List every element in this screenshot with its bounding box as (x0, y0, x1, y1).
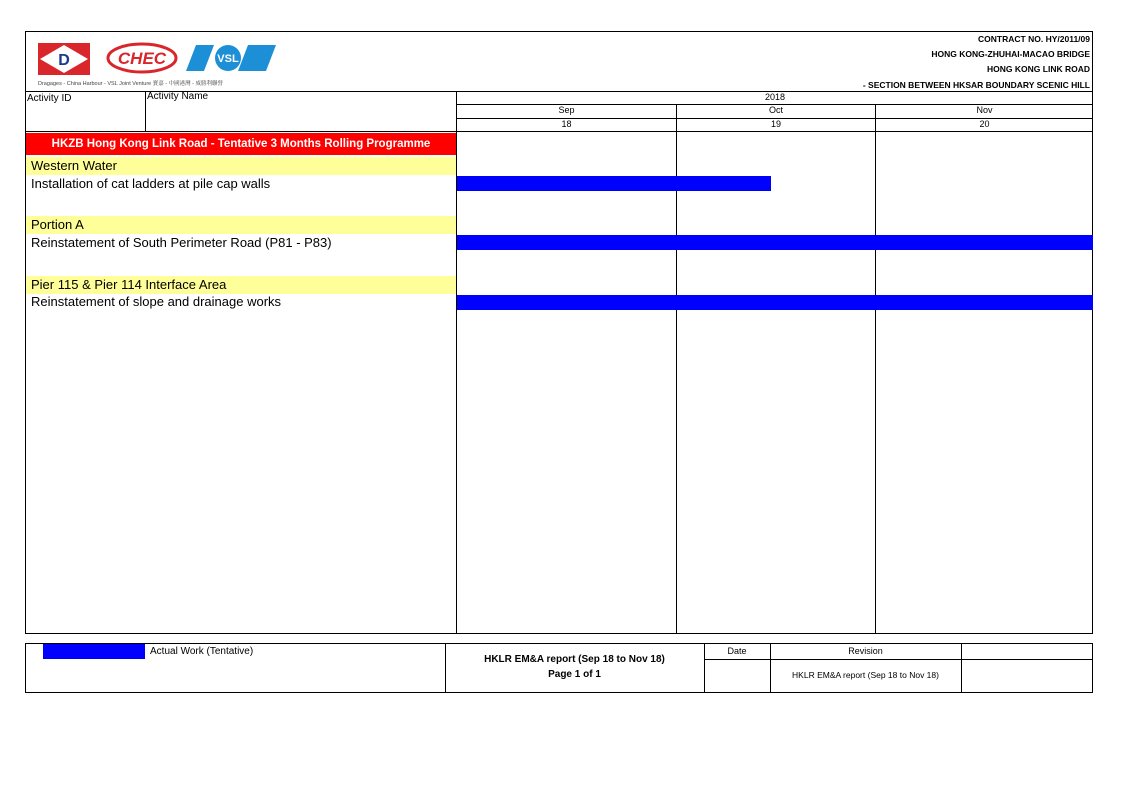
svg-text:VSL: VSL (217, 53, 239, 65)
month-nov: Nov (976, 105, 993, 115)
report-title: HKLR EM&A report (Sep 18 to Nov 18) (484, 654, 665, 665)
road-name: HONG KONG LINK ROAD (987, 64, 1090, 74)
revision-value: HKLR EM&A report (Sep 18 to Nov 18) (792, 670, 939, 680)
legend-swatch (43, 644, 145, 659)
year-header: 2018 (764, 92, 786, 102)
task-slope-drainage: Reinstatement of slope and drainage works (31, 294, 282, 309)
section-western-water: Western Water (26, 157, 456, 175)
svg-text:D: D (58, 52, 70, 69)
footer-divider-1 (445, 643, 446, 693)
bridge-name: HONG KONG-ZHUHAI-MACAO BRIDGE (931, 49, 1090, 59)
month-number-oct: 19 (770, 119, 781, 129)
svg-text:CHEC: CHEC (117, 49, 167, 68)
activity-bar-cat-ladders (457, 176, 771, 191)
activity-bar-south-perimeter-road (457, 235, 1093, 250)
task-cat-ladders: Installation of cat ladders at pile cap walls (31, 176, 271, 191)
column-header-bottom (25, 131, 1093, 132)
programme-title: HKZB Hong Kong Link Road - Tentative 3 Months Rolling Programme (26, 133, 456, 155)
footer-divider-4 (961, 643, 962, 693)
activity-id-header: Activity ID (27, 93, 72, 104)
revision-label: Revision (848, 646, 883, 656)
id-name-divider (145, 91, 146, 131)
activity-bar-slope-drainage (457, 295, 1093, 310)
contract-number: CONTRACT NO. HY/2011/09 (978, 34, 1090, 44)
task-south-perimeter-road: Reinstatement of South Perimeter Road (P81 - P83) (31, 235, 332, 250)
activity-name-header: Activity Name (147, 91, 209, 102)
oct-nov-divider (875, 104, 876, 634)
name-timeline-divider (456, 91, 457, 634)
section-pier-interface: Pier 115 & Pier 114 Interface Area (26, 276, 456, 294)
month-sep: Sep (558, 105, 575, 115)
section-name: - SECTION BETWEEN HKSAR BOUNDARY SCENIC HILL (862, 80, 1090, 90)
month-number-nov: 20 (979, 119, 990, 129)
legend-label: Actual Work (Tentative) (150, 646, 254, 657)
page-number: Page 1 of 1 (548, 669, 601, 680)
logo-caption: Dragages - China Harbour - VSL Joint Venture 寶嘉 - 中國港灣 - 威勝利聯營 (38, 81, 224, 87)
month-oct: Oct (768, 105, 783, 115)
month-number-sep: 18 (561, 119, 572, 129)
footer-row-divider (704, 659, 1093, 660)
date-label: Date (727, 646, 747, 656)
section-portion-a: Portion A (26, 216, 456, 234)
